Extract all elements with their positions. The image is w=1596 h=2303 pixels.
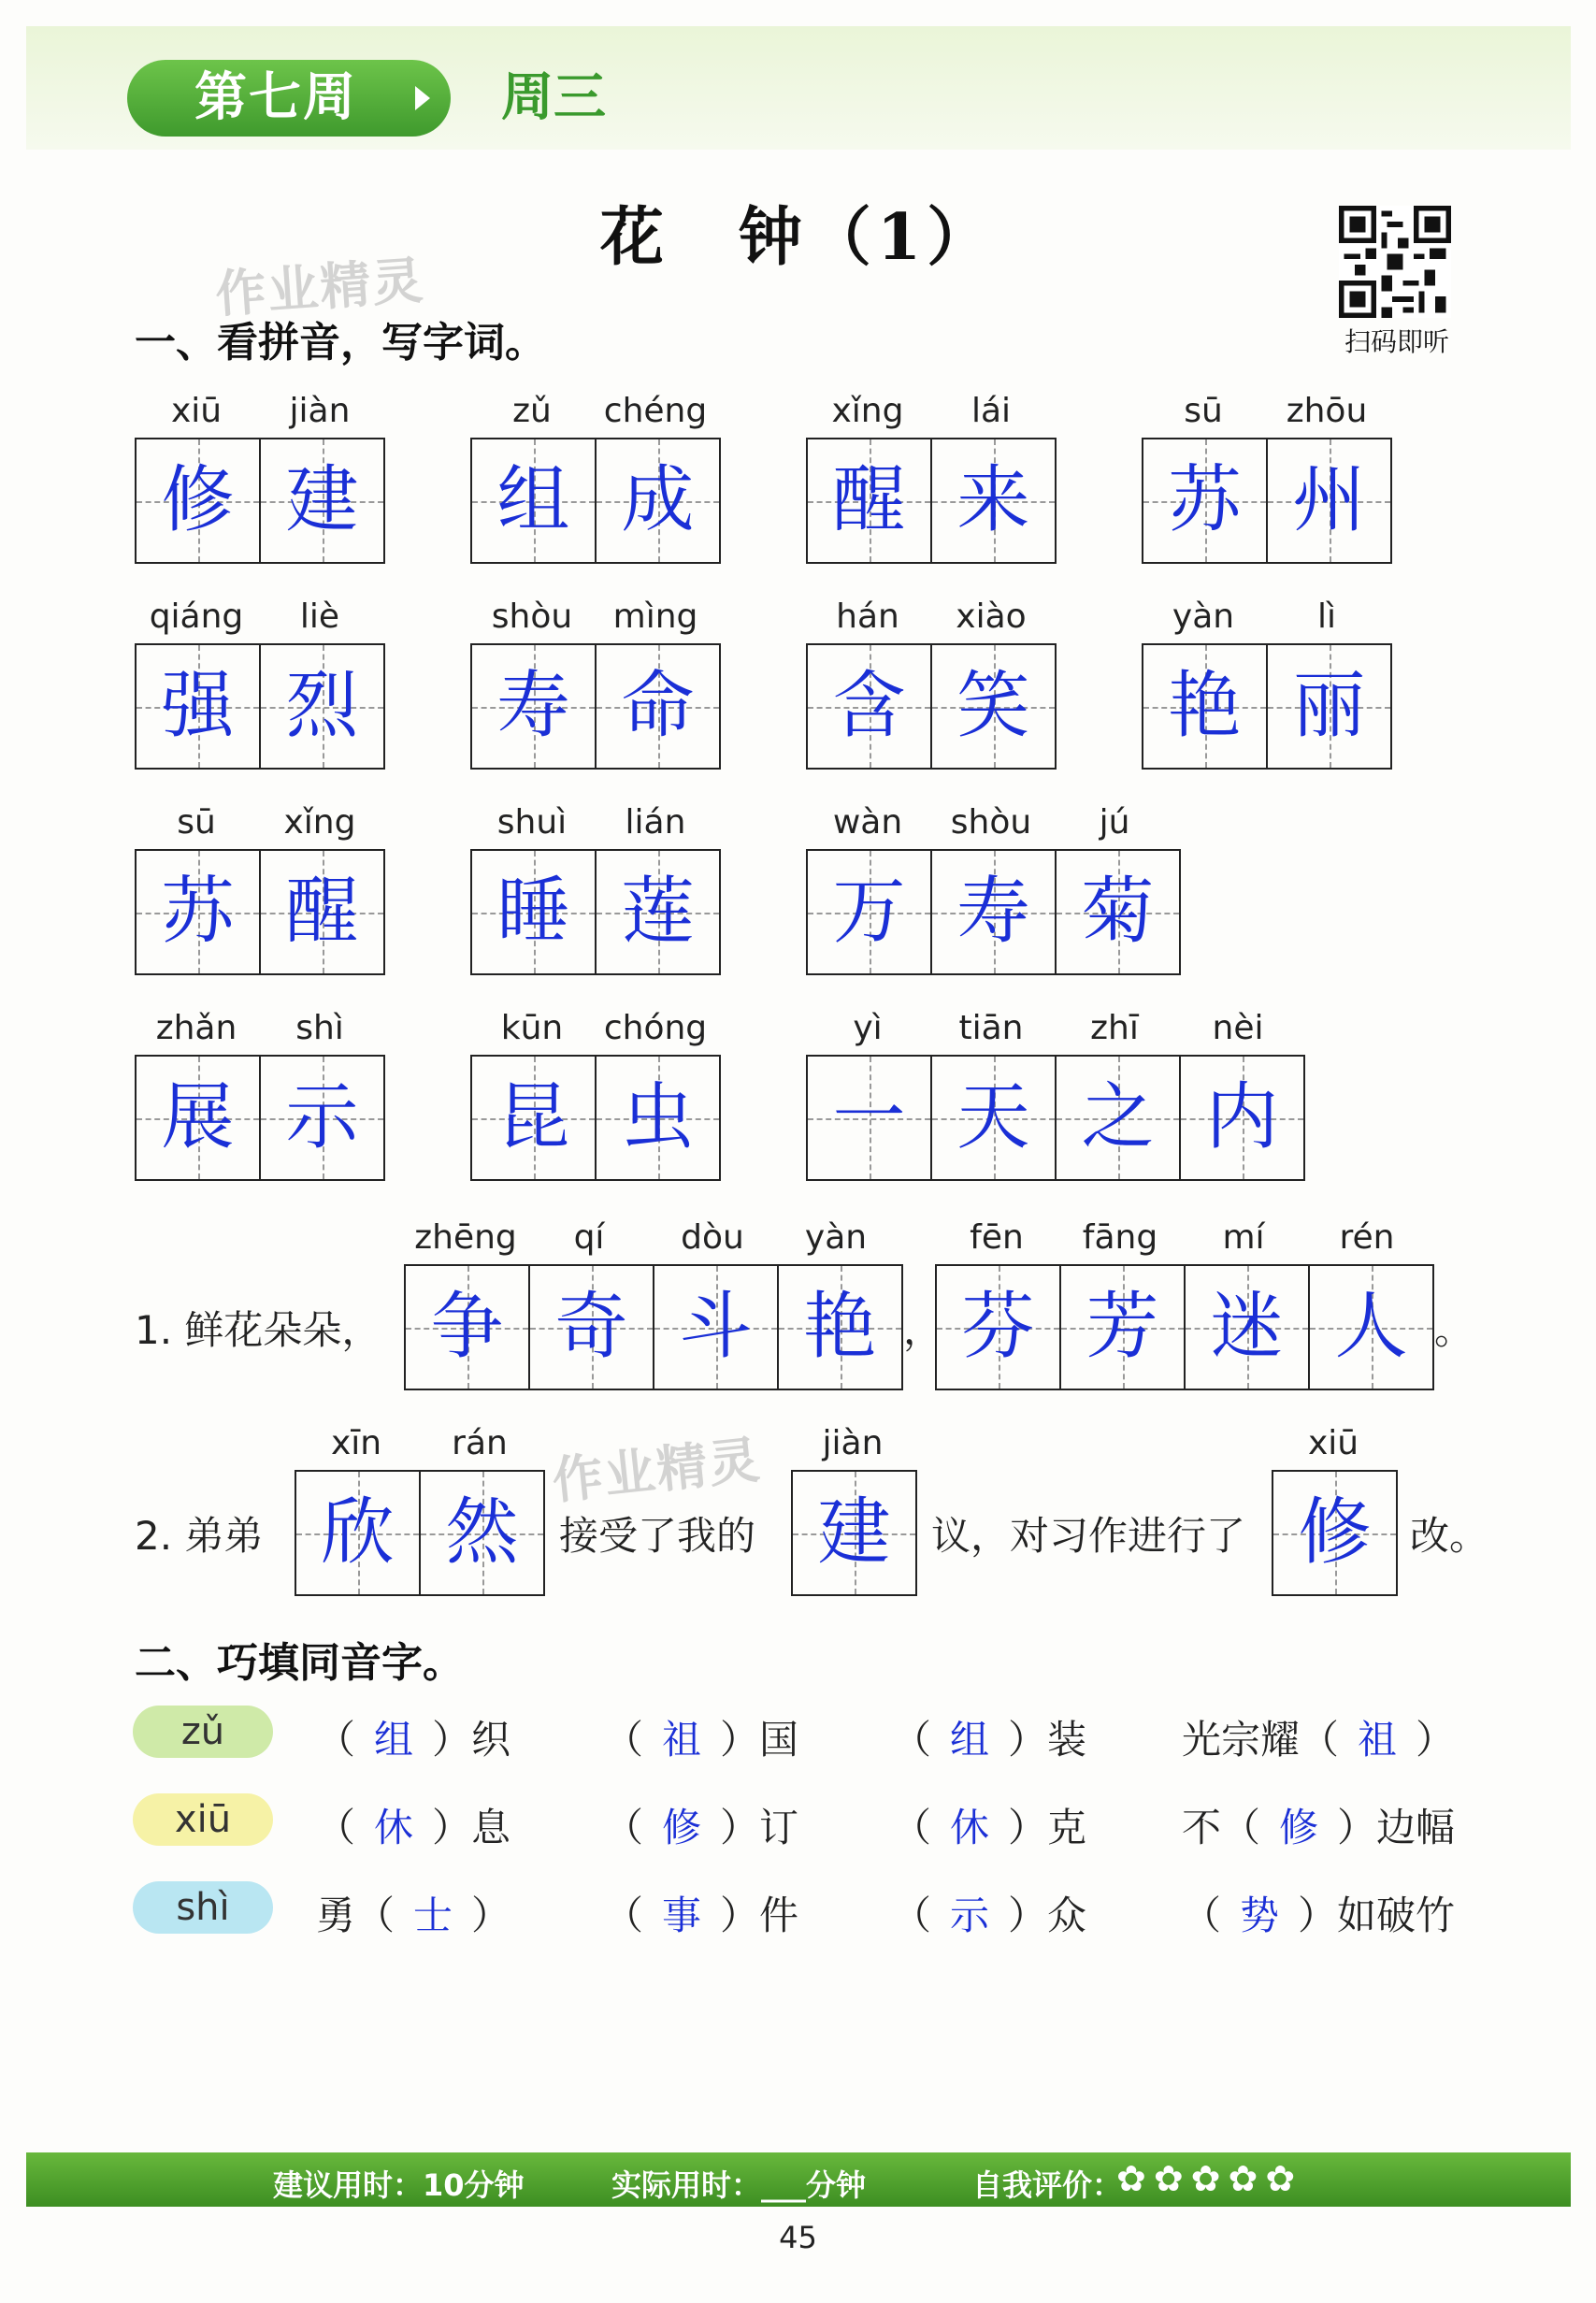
pinyin-syllable: sū: [1184, 392, 1223, 430]
pinyin-row: [806, 797, 1181, 849]
sentence-1-comma: ，: [903, 1307, 943, 1353]
pinyin-syllable: rán: [452, 1424, 508, 1462]
tianzige-grid[interactable]: [1272, 1470, 1398, 1596]
item-suffix: ）: [1416, 1717, 1456, 1763]
answer-char: 欣: [321, 1490, 395, 1575]
word-grid[interactable]: [806, 797, 1181, 975]
pinyin-row: [470, 1002, 721, 1055]
pinyin-syllable: qiáng: [149, 597, 244, 636]
answer-char: 迷: [1210, 1285, 1284, 1369]
actual-time: 实际用时：___分钟: [611, 2167, 867, 2203]
answer-char: 丽: [1292, 664, 1366, 748]
pinyin-syllable: lì: [1316, 597, 1336, 636]
pinyin-row: [1142, 591, 1392, 643]
char-box[interactable]: [808, 439, 932, 562]
pinyin-row: [470, 385, 721, 438]
pinyin-row: [470, 797, 721, 849]
pinyin-syllable: lái: [971, 392, 1012, 430]
answer-char: 寿: [956, 870, 1030, 954]
char-box[interactable]: [1268, 439, 1392, 562]
sentence-2-blank-2[interactable]: [791, 1418, 917, 1596]
pinyin-syllable: shòu: [950, 803, 1032, 842]
tianzige-grid[interactable]: [135, 849, 385, 975]
char-box[interactable]: [1143, 439, 1268, 562]
sentence-2-mid-2: 议，对习作进行了: [931, 1513, 1246, 1559]
sentence-1-end: 。: [1434, 1307, 1474, 1353]
pinyin-syllable: mìng: [612, 597, 698, 636]
answer-blank[interactable]: 士: [413, 1893, 453, 1938]
tianzige-grid[interactable]: [1142, 643, 1392, 770]
char-box[interactable]: [597, 645, 721, 768]
tianzige-grid[interactable]: [470, 438, 721, 564]
answer-char: 醒: [285, 870, 359, 954]
answer-blank[interactable]: 祖: [1358, 1717, 1398, 1763]
sentence-2-prefix: 2. 弟弟: [135, 1513, 264, 1559]
char-box[interactable]: [1143, 645, 1268, 768]
homophone-item: [604, 1885, 798, 1941]
tianzige-grid[interactable]: [135, 438, 385, 564]
pinyin-syllable: yì: [853, 1009, 883, 1047]
pinyin-row: [135, 385, 385, 438]
answer-blank[interactable]: 休: [950, 1805, 990, 1850]
pinyin-syllable: xiū: [170, 392, 223, 430]
word-grid[interactable]: [470, 1002, 721, 1181]
answer-char: 艳: [1168, 664, 1242, 748]
sentence-1-blank-2[interactable]: [935, 1212, 1434, 1390]
pinyin-syllable: zhǎn: [155, 1009, 237, 1047]
pinyin-syllable: wàn: [832, 803, 903, 842]
pinyin-syllable: xiū: [1307, 1424, 1359, 1462]
pinyin-row: [135, 1002, 385, 1055]
pinyin-syllable: mí: [1222, 1218, 1265, 1257]
pinyin-row: [1272, 1418, 1398, 1470]
answer-char: 烈: [285, 664, 359, 748]
char-box[interactable]: [261, 1057, 385, 1179]
answer-blank[interactable]: 组: [374, 1717, 414, 1763]
pinyin-row: [935, 1212, 1434, 1264]
item-suffix: ）件: [720, 1893, 799, 1938]
pinyin-row: [470, 591, 721, 643]
pinyin-syllable: zhōu: [1286, 392, 1368, 430]
self-eval-label: 自我评价：: [972, 2167, 1123, 2203]
word-grid[interactable]: [806, 1002, 1305, 1181]
char-box[interactable]: [472, 851, 597, 973]
pinyin-row: [404, 1212, 903, 1264]
answer-char: 莲: [621, 870, 695, 954]
word-grid[interactable]: [806, 591, 1057, 770]
footer-bar: [26, 2152, 1571, 2207]
pinyin-syllable: fāng: [1082, 1218, 1158, 1257]
pinyin-syllable: shì: [295, 1009, 344, 1047]
char-box[interactable]: [808, 1057, 932, 1179]
answer-char: 建: [285, 458, 359, 542]
char-box[interactable]: [793, 1472, 917, 1594]
answer-char: 争: [430, 1285, 504, 1369]
rating-stars[interactable]: ✿✿✿✿✿: [1116, 2158, 1303, 2199]
answer-char: 组: [496, 458, 570, 542]
tianzige-grid[interactable]: [806, 643, 1057, 770]
answer-char: 睡: [496, 870, 570, 954]
pinyin-syllable: hán: [836, 597, 899, 636]
pinyin-syllable: shuì: [496, 803, 568, 842]
word-grid[interactable]: [1142, 385, 1392, 564]
word-grid[interactable]: [135, 591, 385, 770]
pinyin-row: [135, 797, 385, 849]
item-prefix: （: [1182, 1893, 1222, 1938]
answer-blank[interactable]: 修: [662, 1805, 702, 1850]
homophone-item: [892, 1709, 1086, 1765]
item-suffix: ）克: [1008, 1805, 1087, 1850]
pinyin-row: [1142, 385, 1392, 438]
sentence-1-blank-1[interactable]: [404, 1212, 903, 1390]
answer-char: 芳: [1086, 1285, 1159, 1369]
sentence-1-prefix: 1. 鲜花朵朵，: [135, 1307, 381, 1353]
item-prefix: 光宗耀（: [1182, 1717, 1340, 1763]
homophone-item: [1182, 1885, 1455, 1941]
char-box[interactable]: [261, 645, 385, 768]
answer-char: 苏: [1168, 458, 1242, 542]
answer-char: 示: [285, 1075, 359, 1159]
answer-char: 成: [621, 458, 695, 542]
answer-char: 醒: [832, 458, 906, 542]
char-box[interactable]: [937, 1266, 1061, 1389]
pinyin-syllable: dòu: [681, 1218, 744, 1257]
answer-char: 命: [621, 664, 695, 748]
pinyin-syllable: jiàn: [289, 392, 351, 430]
item-suffix: ）织: [432, 1717, 511, 1763]
answer-char: 含: [832, 664, 906, 748]
pinyin-syllable: chóng: [603, 1009, 708, 1047]
item-prefix: （: [604, 1893, 644, 1938]
pinyin-syllable: zǔ: [512, 392, 552, 430]
item-prefix: （: [316, 1805, 356, 1850]
item-prefix: （: [892, 1717, 932, 1763]
char-box[interactable]: [472, 1057, 597, 1179]
pinyin-row: [806, 1002, 1305, 1055]
char-box[interactable]: [654, 1266, 779, 1389]
char-box[interactable]: [1310, 1266, 1434, 1389]
answer-blank[interactable]: 势: [1240, 1893, 1280, 1938]
answer-blank[interactable]: 事: [662, 1893, 702, 1938]
tianzige-grid[interactable]: [295, 1470, 545, 1596]
char-box[interactable]: [1057, 1057, 1181, 1179]
pinyin-syllable: fēn: [970, 1218, 1024, 1257]
pinyin-row: [806, 591, 1057, 643]
pinyin-syllable: jiàn: [822, 1424, 884, 1462]
answer-char: 来: [956, 458, 1030, 542]
answer-blank[interactable]: 组: [950, 1717, 990, 1763]
answer-char: 强: [161, 664, 235, 748]
item-suffix: ）装: [1008, 1717, 1087, 1763]
pinyin-syllable: zhēng: [414, 1218, 517, 1257]
pinyin-syllable: liè: [299, 597, 340, 636]
sentence-2-blank-3[interactable]: [1272, 1418, 1398, 1596]
pinyin-syllable: xīn: [330, 1424, 382, 1462]
answer-char: 斗: [679, 1285, 753, 1369]
tianzige-grid[interactable]: [935, 1264, 1434, 1390]
char-box[interactable]: [1057, 851, 1181, 973]
char-box[interactable]: [472, 439, 597, 562]
section-heading-1: 一、看拼音，写字词。: [135, 319, 546, 367]
char-box[interactable]: [421, 1472, 545, 1594]
char-box[interactable]: [137, 439, 261, 562]
suggested-time: 建议用时：10分钟: [273, 2167, 525, 2203]
homophone-item: [316, 1885, 510, 1941]
answer-char: 芬: [961, 1285, 1035, 1369]
watermark: 作业精灵: [213, 251, 427, 324]
answer-blank[interactable]: 修: [1279, 1805, 1319, 1850]
homophone-item: [316, 1709, 510, 1765]
char-box[interactable]: [932, 645, 1057, 768]
word-grid[interactable]: [135, 1002, 385, 1181]
answer-char: 艳: [803, 1285, 877, 1369]
answer-char: 之: [1081, 1075, 1155, 1159]
answer-char: 万: [832, 870, 906, 954]
tianzige-grid[interactable]: [470, 1055, 721, 1181]
pinyin-syllable: qí: [573, 1218, 605, 1257]
tianzige-grid[interactable]: [135, 1055, 385, 1181]
answer-char: 天: [956, 1075, 1030, 1159]
homophone-item: [316, 1797, 510, 1853]
char-box[interactable]: [296, 1472, 421, 1594]
char-box[interactable]: [137, 645, 261, 768]
char-box[interactable]: [261, 851, 385, 973]
word-grid[interactable]: [135, 797, 385, 975]
pinyin-syllable: chéng: [603, 392, 708, 430]
answer-blank[interactable]: 祖: [662, 1717, 702, 1763]
item-prefix: （: [892, 1805, 932, 1850]
word-grid[interactable]: [1142, 591, 1392, 770]
char-box[interactable]: [779, 1266, 903, 1389]
item-prefix: （: [316, 1717, 356, 1763]
week-badge: 第七周: [127, 60, 451, 137]
char-box[interactable]: [1273, 1472, 1398, 1594]
tianzige-grid[interactable]: [404, 1264, 903, 1390]
answer-char: 苏: [161, 870, 235, 954]
tianzige-grid[interactable]: [470, 643, 721, 770]
pinyin-syllable: lián: [625, 803, 686, 842]
item-suffix: ）国: [720, 1717, 799, 1763]
tianzige-grid[interactable]: [470, 849, 721, 975]
answer-char: 人: [1334, 1285, 1408, 1369]
lesson-title: 花 钟（1）: [599, 200, 997, 275]
pinyin-syllable: xǐng: [283, 803, 356, 842]
tianzige-grid[interactable]: [1142, 438, 1392, 564]
watermark: 作业精灵: [549, 1430, 765, 1511]
answer-char: 寿: [496, 664, 570, 748]
pinyin-label: xiū: [133, 1793, 273, 1846]
homophone-item: [1182, 1797, 1455, 1853]
answer-char: 笑: [956, 664, 1030, 748]
word-grid[interactable]: [470, 591, 721, 770]
answer-char: 修: [1298, 1490, 1372, 1575]
item-suffix: ）: [471, 1893, 511, 1938]
answer-char: 一: [832, 1075, 906, 1159]
qr-caption: 扫码即听: [1344, 326, 1449, 357]
pinyin-syllable: nèi: [1212, 1009, 1264, 1047]
sentence-2-end: 改。: [1410, 1513, 1489, 1559]
tianzige-grid[interactable]: [806, 1055, 1305, 1181]
word-grid[interactable]: [470, 385, 721, 564]
pinyin-syllable: sū: [177, 803, 216, 842]
pinyin-syllable: yàn: [804, 1218, 868, 1257]
char-box[interactable]: [1268, 645, 1392, 768]
pinyin-row: [791, 1418, 917, 1470]
item-suffix: ）边幅: [1337, 1805, 1456, 1850]
item-suffix: ）息: [432, 1805, 511, 1850]
char-box[interactable]: [406, 1266, 530, 1389]
answer-char: 然: [445, 1490, 519, 1575]
item-suffix: ）如破竹: [1298, 1893, 1456, 1938]
homophone-item: [604, 1797, 798, 1853]
char-box[interactable]: [597, 1057, 721, 1179]
char-box[interactable]: [932, 1057, 1057, 1179]
item-prefix: （: [604, 1717, 644, 1763]
char-box[interactable]: [530, 1266, 654, 1389]
homophone-item: [604, 1709, 798, 1765]
pinyin-label: zǔ: [133, 1706, 273, 1758]
tianzige-grid[interactable]: [791, 1470, 917, 1596]
pinyin-label: shì: [133, 1881, 273, 1934]
char-box[interactable]: [808, 645, 932, 768]
word-grid[interactable]: [806, 385, 1057, 564]
sentence-2-blank-1[interactable]: [295, 1418, 545, 1596]
qr-code-icon[interactable]: [1339, 206, 1451, 318]
pinyin-syllable: xiào: [956, 597, 1027, 636]
homophone-item: [892, 1885, 1086, 1941]
pinyin-row: [135, 591, 385, 643]
item-prefix: 不（: [1182, 1805, 1261, 1850]
char-box[interactable]: [932, 439, 1057, 562]
item-prefix: 勇（: [316, 1893, 395, 1938]
section-heading-2: 二、巧填同音字。: [135, 1639, 464, 1687]
answer-blank[interactable]: 休: [374, 1805, 414, 1850]
char-box[interactable]: [1061, 1266, 1186, 1389]
pinyin-syllable: xǐng: [831, 392, 904, 430]
pinyin-row: [806, 385, 1057, 438]
char-box[interactable]: [1186, 1266, 1310, 1389]
pinyin-syllable: shòu: [491, 597, 573, 636]
item-prefix: （: [604, 1805, 644, 1850]
pinyin-syllable: rén: [1339, 1218, 1395, 1257]
pinyin-syllable: zhī: [1090, 1009, 1139, 1047]
tianzige-grid[interactable]: [135, 643, 385, 770]
homophone-item: [1182, 1709, 1455, 1765]
word-grid[interactable]: [470, 797, 721, 975]
char-box[interactable]: [597, 439, 721, 562]
char-box[interactable]: [808, 851, 932, 973]
char-box[interactable]: [597, 851, 721, 973]
answer-char: 内: [1205, 1075, 1279, 1159]
page-number: 45: [779, 2220, 817, 2255]
pinyin-syllable: kūn: [500, 1009, 564, 1047]
tianzige-grid[interactable]: [806, 849, 1181, 975]
answer-blank[interactable]: 示: [950, 1893, 990, 1938]
answer-char: 奇: [554, 1285, 628, 1369]
char-box[interactable]: [137, 851, 261, 973]
item-suffix: ）订: [720, 1805, 799, 1850]
char-box[interactable]: [261, 439, 385, 562]
char-box[interactable]: [137, 1057, 261, 1179]
tianzige-grid[interactable]: [806, 438, 1057, 564]
pinyin-syllable: yàn: [1172, 597, 1235, 636]
day-label: 周三: [501, 67, 606, 128]
answer-char: 建: [817, 1490, 891, 1575]
answer-char: 菊: [1081, 870, 1155, 954]
homophone-item: [892, 1797, 1086, 1853]
answer-char: 州: [1292, 458, 1366, 542]
char-box[interactable]: [472, 645, 597, 768]
sentence-2-mid-1: 接受了我的: [559, 1513, 756, 1559]
pinyin-syllable: tiān: [958, 1009, 1024, 1047]
item-prefix: （: [892, 1893, 932, 1938]
answer-char: 修: [161, 458, 235, 542]
word-grid[interactable]: [135, 385, 385, 564]
answer-char: 展: [161, 1075, 235, 1159]
pinyin-row: [295, 1418, 545, 1470]
answer-char: 虫: [621, 1075, 695, 1159]
char-box[interactable]: [1181, 1057, 1305, 1179]
answer-char: 昆: [496, 1075, 570, 1159]
char-box[interactable]: [932, 851, 1057, 973]
arrow-icon: [415, 86, 430, 110]
item-suffix: ）众: [1008, 1893, 1087, 1938]
pinyin-syllable: jú: [1099, 803, 1130, 842]
